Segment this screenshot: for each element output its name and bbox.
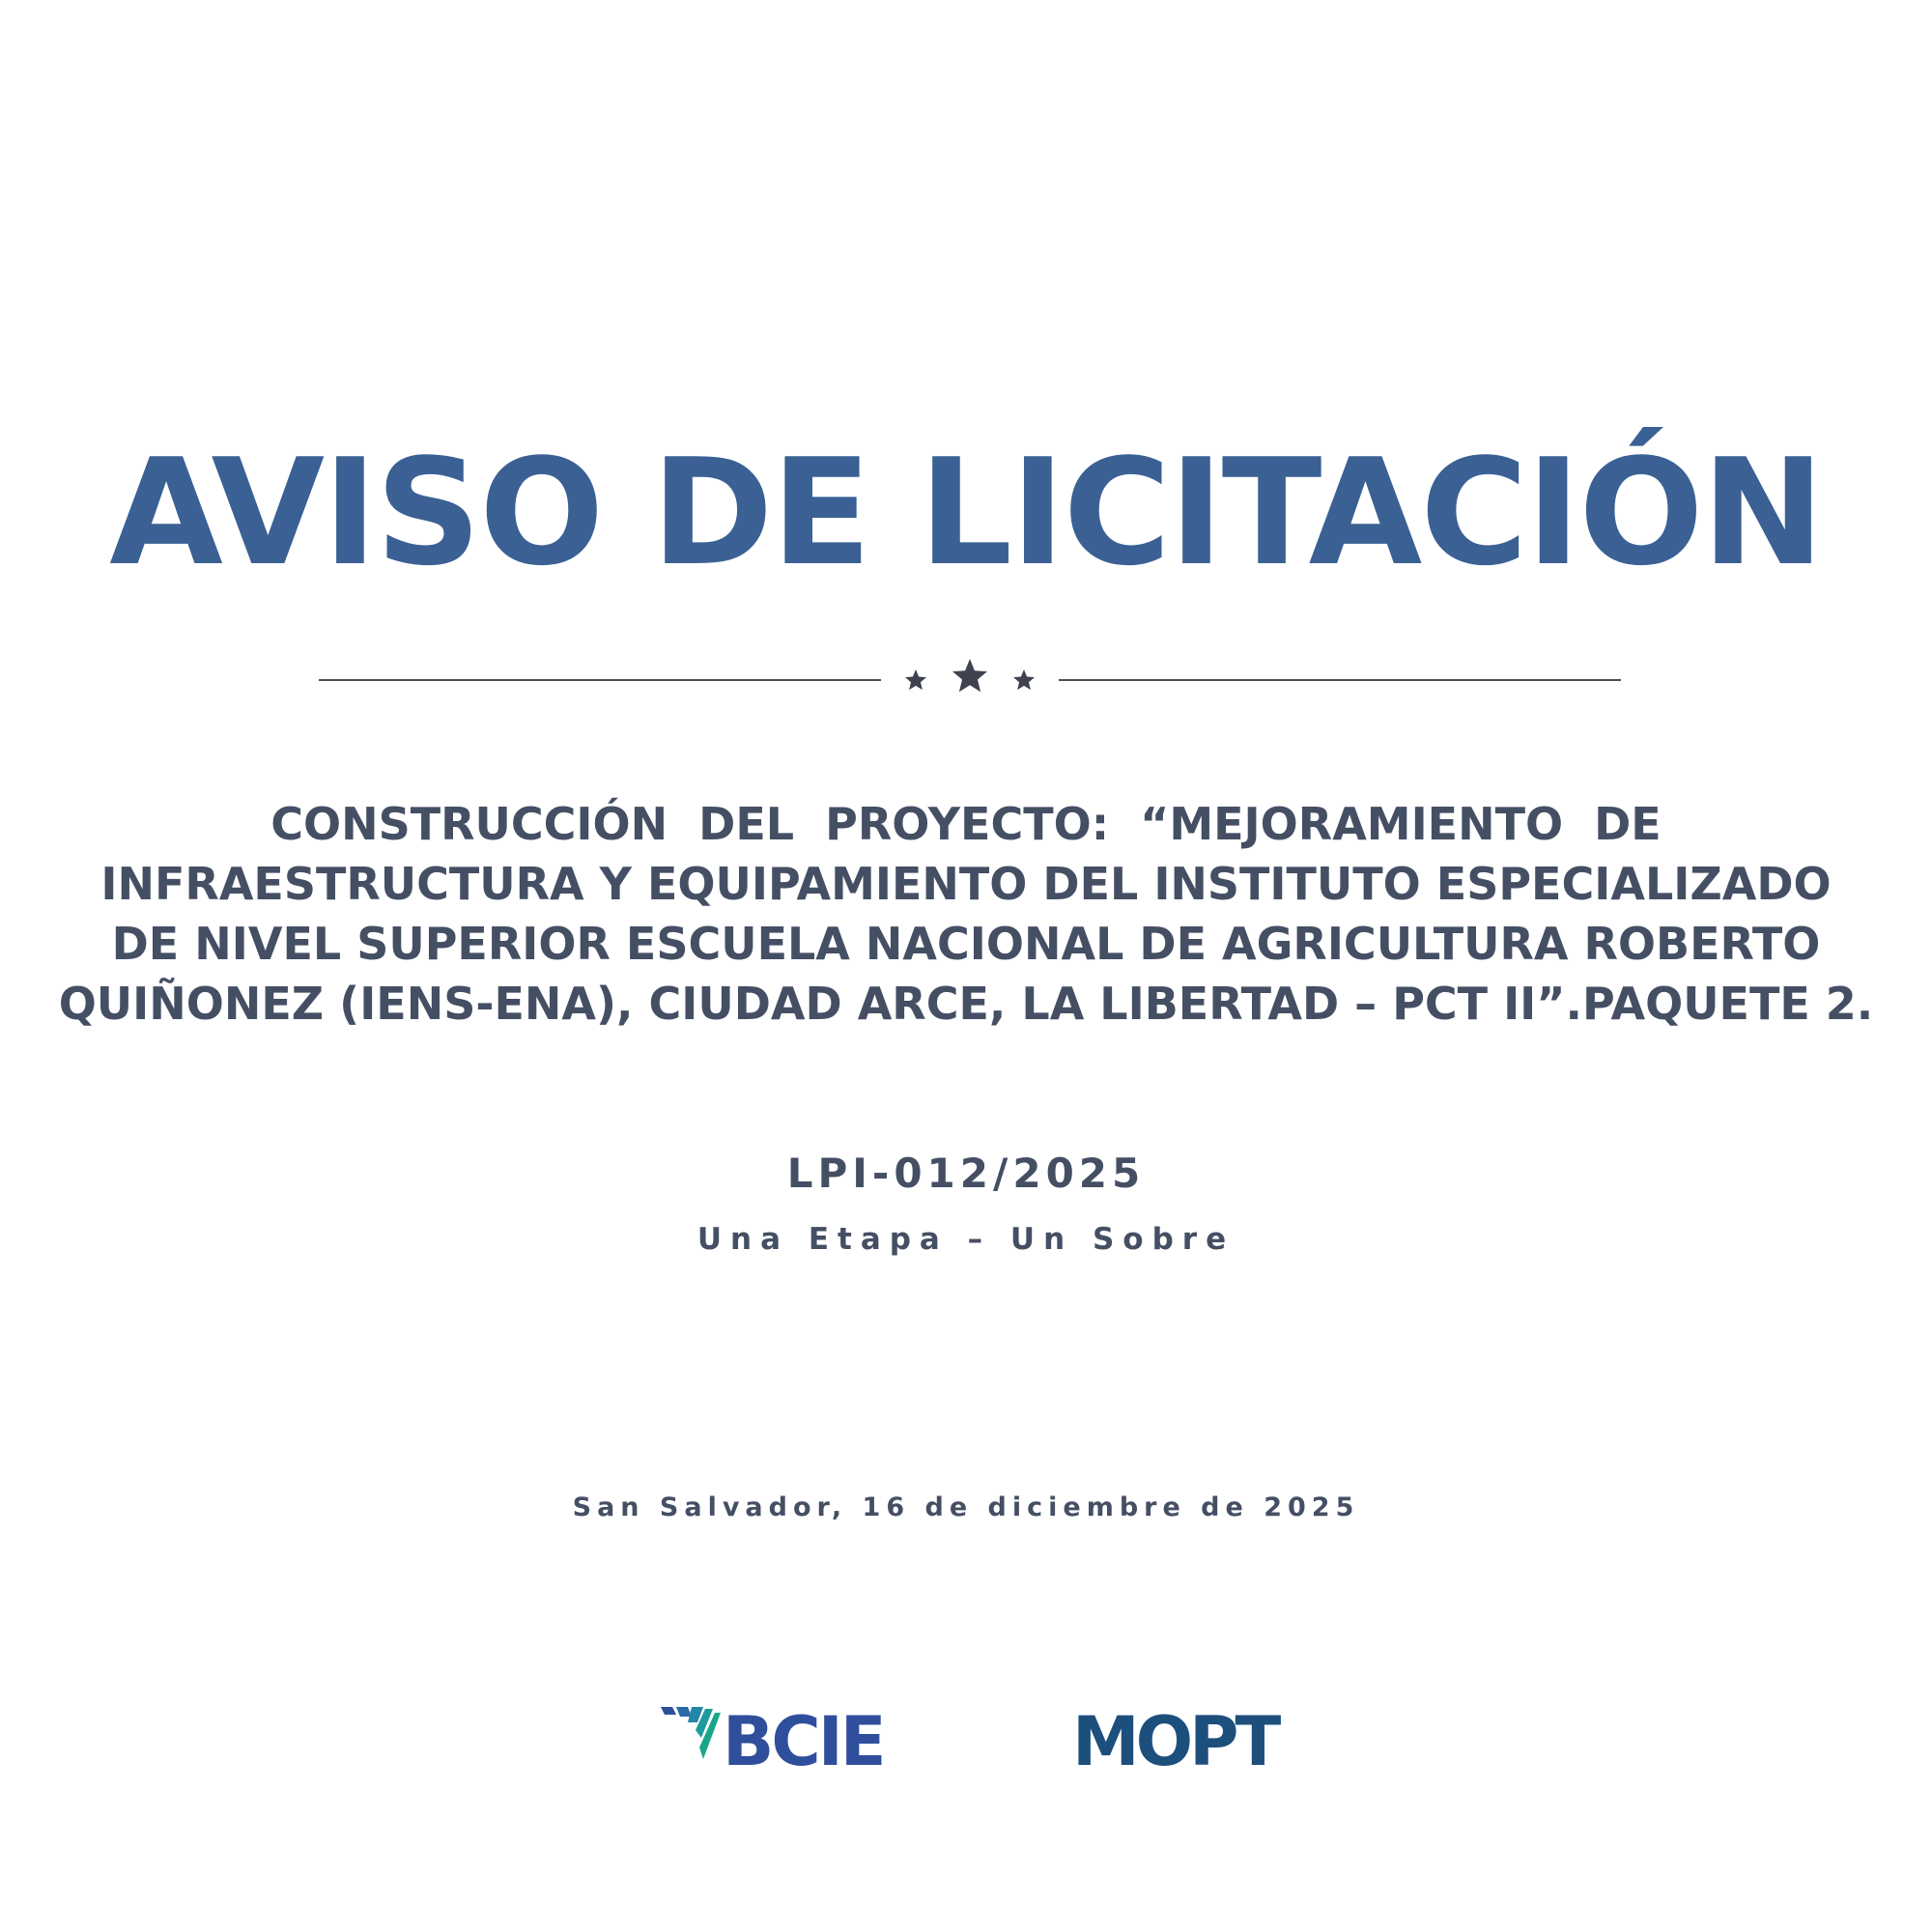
project-line: QUIÑONEZ (IENS-ENA), CIUDAD ARCE, LA LIBERTAD – PCT II”.PAQUETE 2. [58,978,1874,1030]
project-description [58,794,1874,1034]
tender-code: LPI-012/2025 [786,1150,1146,1197]
notice-title: AVISO DE LICITACIÓN [109,427,1823,598]
project-line: INFRAESTRUCTURA Y EQUIPAMIENTO DEL INSTITUTO ESPECIALIZADO [100,858,1832,910]
mopt-wordmark: MOPT [1072,1702,1278,1781]
divider-line-right [1059,679,1621,681]
divider-line-left [319,679,881,681]
star-divider [319,653,1621,711]
bcie-mark [661,1707,721,1759]
star-small-left [905,669,926,690]
tender-modality: Una Etapa – Un Sobre [696,1222,1236,1257]
place-and-date: San Salvador, 16 de diciembre de 2025 [572,1492,1360,1522]
three-stars-icon [902,653,1037,711]
bcie-wordmark: BCIE [723,1702,884,1781]
star-small-right [1013,669,1035,690]
project-line: DE NIVEL SUPERIOR ESCUELA NACIONAL DE AGRICULTURA ROBERTO [111,918,1821,970]
star-large-center [952,659,987,692]
bcie-logo [659,1695,910,1782]
project-line: CONSTRUCCIÓN DEL PROYECTO: “MEJORAMIENTO DE [270,798,1662,850]
mopt-logo [1072,1695,1285,1782]
sponsor-logos [0,1695,1932,1782]
